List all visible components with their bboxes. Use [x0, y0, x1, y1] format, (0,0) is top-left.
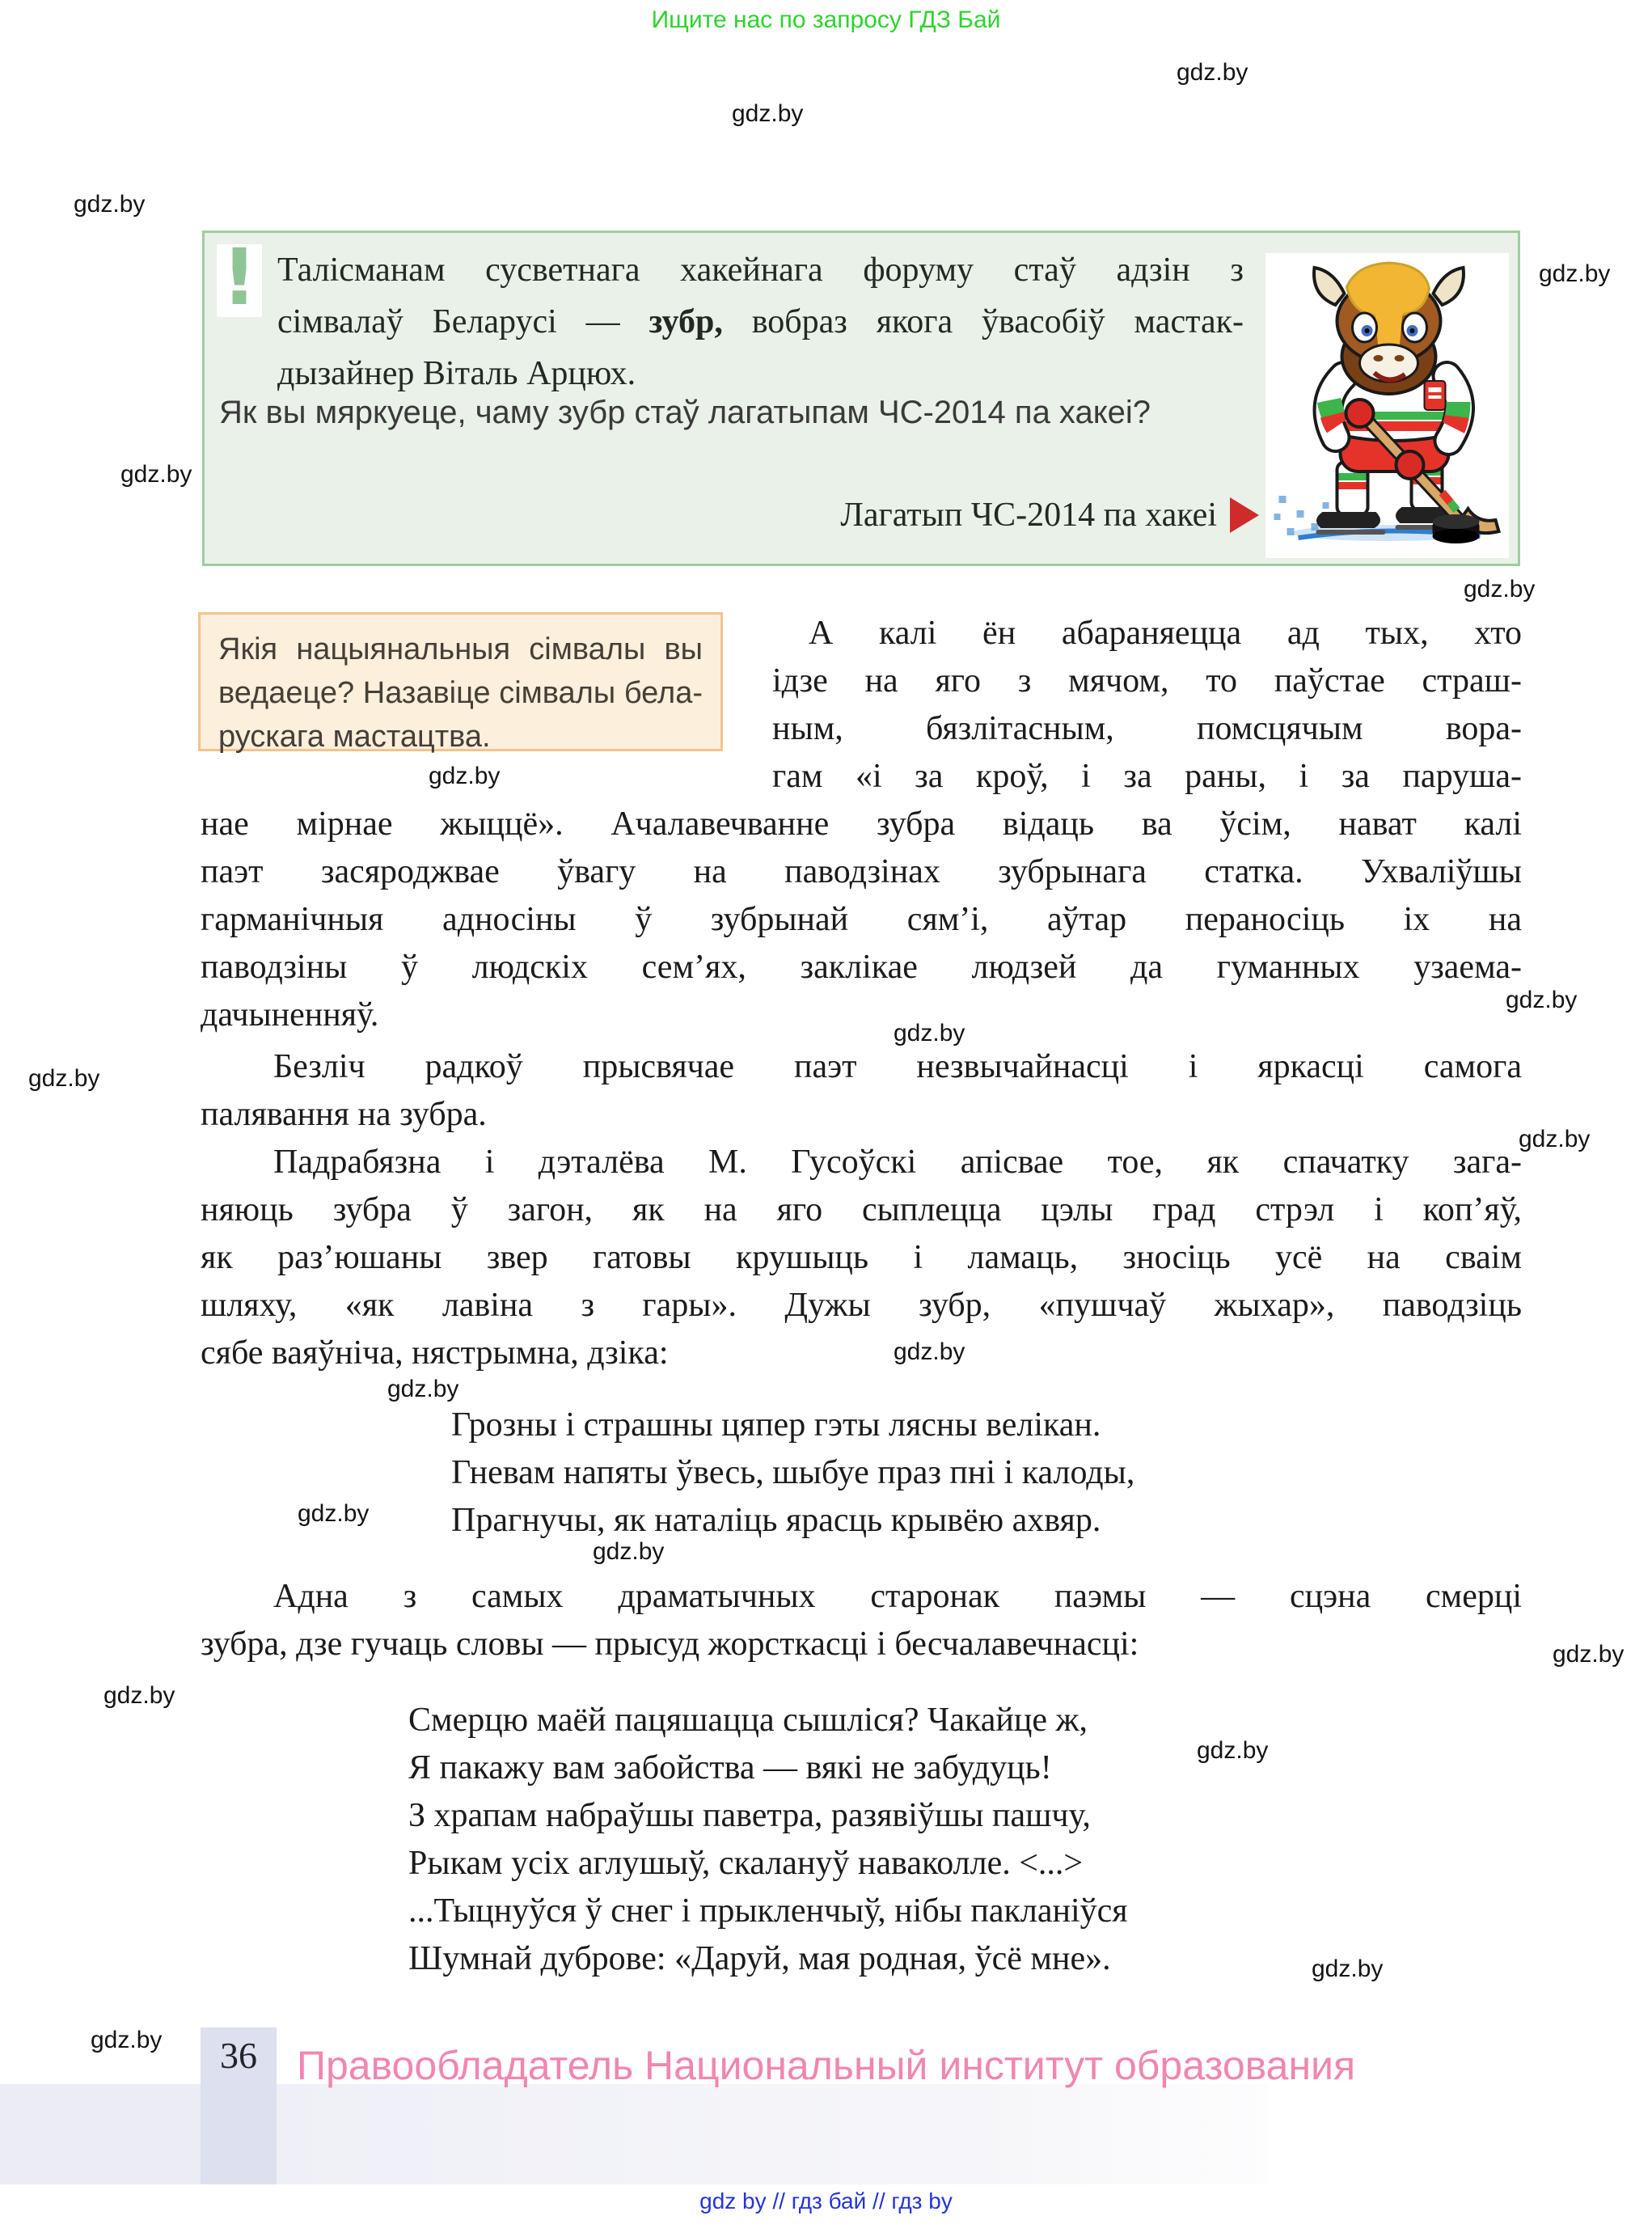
gdz-watermark: gdz.by [298, 1500, 370, 1527]
text-line: ідзе на яго з мячом, то паўстае страш- [772, 662, 1522, 700]
page-number: 36 [220, 2035, 257, 2076]
text-line: як раз’юшаны звер гатовы крушыць і ламаць, зносіць усё на сваім [201, 1239, 1522, 1276]
info-line-2-bold: зубр, [649, 303, 723, 340]
text-line: А калі ён абараняецца ад тых, хто [809, 615, 1522, 652]
page-number-tab [201, 2027, 277, 2184]
text-line: дачыненняў. [201, 996, 379, 1034]
text-line: Смерцю маёй пацяшацца сышліся? Чакайце ж, [408, 1702, 1088, 1739]
text-line: Рыкам усіх аглушыў, скалануў наваколле. <...> [408, 1845, 1084, 1882]
text-line: зубра, дзе гучаць словы — прысуд жорсткасці і бесчалавечнасці: [201, 1626, 1139, 1663]
play-arrow-icon [1230, 497, 1259, 533]
gdz-watermark: gdz.by [74, 191, 146, 218]
text-line: паэт засяроджвае ўвагу на паводзінах зубрынага статка. Ухваліўшы [201, 853, 1522, 890]
text-line: Падрабязна і дэталёва М. Гусоўскі апісвае тое, як спачатку зага- [273, 1144, 1522, 1181]
exclamation-icon: ! [217, 244, 262, 317]
question-text: Як вы мяркуеце, чаму зубр стаў лагатыпам ЧС-2014 па хакеі? [219, 395, 1151, 430]
text-line: палявання на зубра. [201, 1096, 487, 1133]
gdz-watermark: gdz.by [91, 2027, 163, 2053]
aside-line-3: рускага мастацтва. [218, 720, 491, 754]
promo-banner-text: Ищите нас по запросу ГДЗ Бай [651, 6, 1001, 33]
footer-left-band [0, 2084, 201, 2184]
text-line: няюць зубра ў загон, як на яго сыплецца цэлы град стрэл і коп’яў, [201, 1191, 1522, 1228]
gdz-watermark: gdz.by [593, 1538, 665, 1565]
puck [1433, 514, 1480, 543]
text-line: нае мірнае жыццё». Ачалавечванне зубра відаць ва ўсім, нават калі [201, 805, 1522, 843]
text-line: ...Тыцнуўся ў снег і прыкленчыў, нібы пакланіўся [408, 1892, 1128, 1930]
gdz-watermark: gdz.by [1553, 1641, 1625, 1668]
gdz-watermark: gdz.by [1312, 1956, 1384, 1982]
text-line: гам «і за кроў, і за раны, і за паруша- [772, 758, 1522, 795]
copyright-text: Правообладатель Национальный институт образования [297, 2043, 1356, 2088]
gdz-watermark: gdz.by [894, 1020, 965, 1046]
text-line: сябе ваяўніча, нястрымна, дзіка: [201, 1334, 669, 1372]
text-line: З храпам набраўшы паветра, разявіўшы пашчу, [408, 1797, 1091, 1834]
text-line: Шумнай дуброве: «Даруй, мая родная, ўсё мне». [408, 1940, 1111, 1977]
caption-row [840, 496, 1259, 535]
text-line: паводзіны ў людскіх сем’ях, заклікае людзей да гуманных узаема- [201, 949, 1522, 986]
info-line-1: Талісманам сусветнага хакейнага форуму стаў адзін з [277, 252, 1244, 289]
text-line: Прагнучы, як наталіць ярасць крывёю ахвяр. [451, 1502, 1101, 1539]
gdz-watermark: gdz.by [1197, 1737, 1269, 1764]
gdz-watermark: gdz.by [894, 1338, 965, 1365]
gdz-watermark: gdz.by [104, 1682, 175, 1709]
gdz-watermark: gdz.by [1539, 260, 1611, 287]
gdz-watermark: gdz.by [28, 1065, 100, 1092]
footer-links[interactable]: gdz by // гдз бай // гдз by [699, 2188, 953, 2213]
text-line: Я пакажу вам забойства — вякі не забудуць! [408, 1749, 1052, 1786]
text-line: шляху, «як лавіна з гары». Дужы зубр, «пушчаў жыхар», паводзіць [201, 1287, 1522, 1324]
info-line-2 [277, 301, 1244, 343]
aside-line-2: ведаеце? Назавіце сімвалы бела- [218, 676, 703, 710]
gdz-watermark: gdz.by [429, 763, 501, 789]
info-line-2-pre: сімвалаў Беларусі — [277, 303, 649, 340]
text-line: Безліч радкоў прысвячае паэт незвычайнасці і яркасці самога [273, 1048, 1522, 1085]
gdz-watermark: gdz.by [1506, 987, 1578, 1013]
gdz-watermark: gdz.by [1177, 59, 1249, 86]
gdz-watermark: gdz.by [387, 1376, 459, 1402]
gdz-watermark: gdz.by [120, 461, 192, 488]
gdz-watermark: gdz.by [1464, 576, 1536, 603]
text-line: Гневам напяты ўвесь, шыбуе праз пні і калоды, [451, 1454, 1135, 1491]
info-line-3: дызайнер Віталь Арцюх. [277, 355, 636, 392]
text-line: гарманічныя адносіны ў зубрынай сям’і, аўтар пераносіць іх на [201, 901, 1522, 938]
info-box [202, 230, 1520, 566]
bison-mascot-illustration [1265, 253, 1509, 558]
sidebar-question-box [198, 612, 723, 754]
aside-line-1: Якія нацыянальныя сімвалы вы [218, 632, 703, 666]
text-line: Адна з самых драматычных старонак паэмы — сцэна смерці [273, 1578, 1522, 1615]
gdz-watermark: gdz.by [1519, 1126, 1591, 1152]
text-line: ным, бязлітасным, помсцячым вора- [772, 710, 1522, 747]
text-line: Грозны і страшны цяпер гэты лясны велікан. [451, 1406, 1101, 1444]
footer-right-band [277, 2084, 1269, 2184]
caption-text: Лагатып ЧС-2014 па хакеі [840, 497, 1217, 534]
info-line-2-post: вобраз якога ўвасобіў мастак- [722, 303, 1244, 340]
mascot-image [1265, 253, 1509, 558]
gdz-watermark: gdz.by [732, 100, 804, 127]
